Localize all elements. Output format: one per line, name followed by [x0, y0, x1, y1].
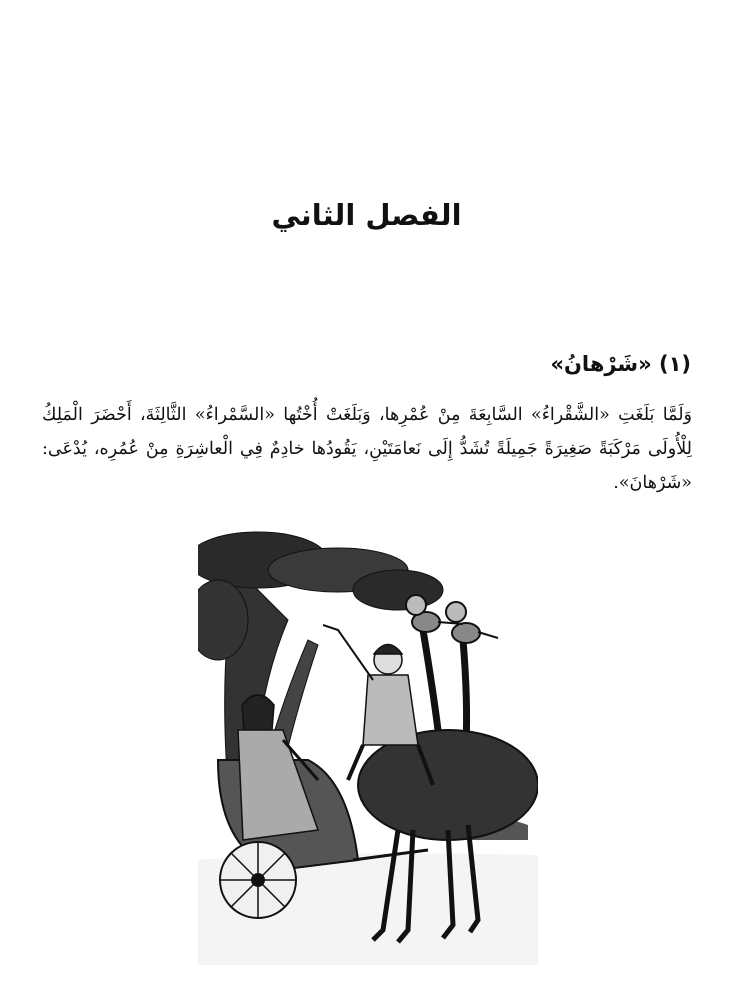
body-paragraph: وَلَمَّا بَلَغَتِ «الشَّقْراءُ» السَّابِعَةَ مِنْ عُمْرِها، وَبَلَغَتْ أُخْتُها «السَّمْراءُ» الثَّالِثَةَ، أَحْضَرَ الْمَلِكُ لِلْأُولَى مَرْكَبَةً صَغِيرَةً جَمِيلَةً تُشَدُّ إِلَى نَعامَتَيْنِ، يَقُودُها خادِمٌ فِي الْعاشِرَةِ مِنْ عُمُرِه، يُدْعَى: «شَرْهانَ».	[42, 405, 692, 493]
chapter-title: الفصل الثاني	[271, 198, 462, 232]
section-heading: (١) «شَرْهانُ»	[550, 352, 691, 376]
ostrich-chariot-illustration	[198, 530, 538, 965]
